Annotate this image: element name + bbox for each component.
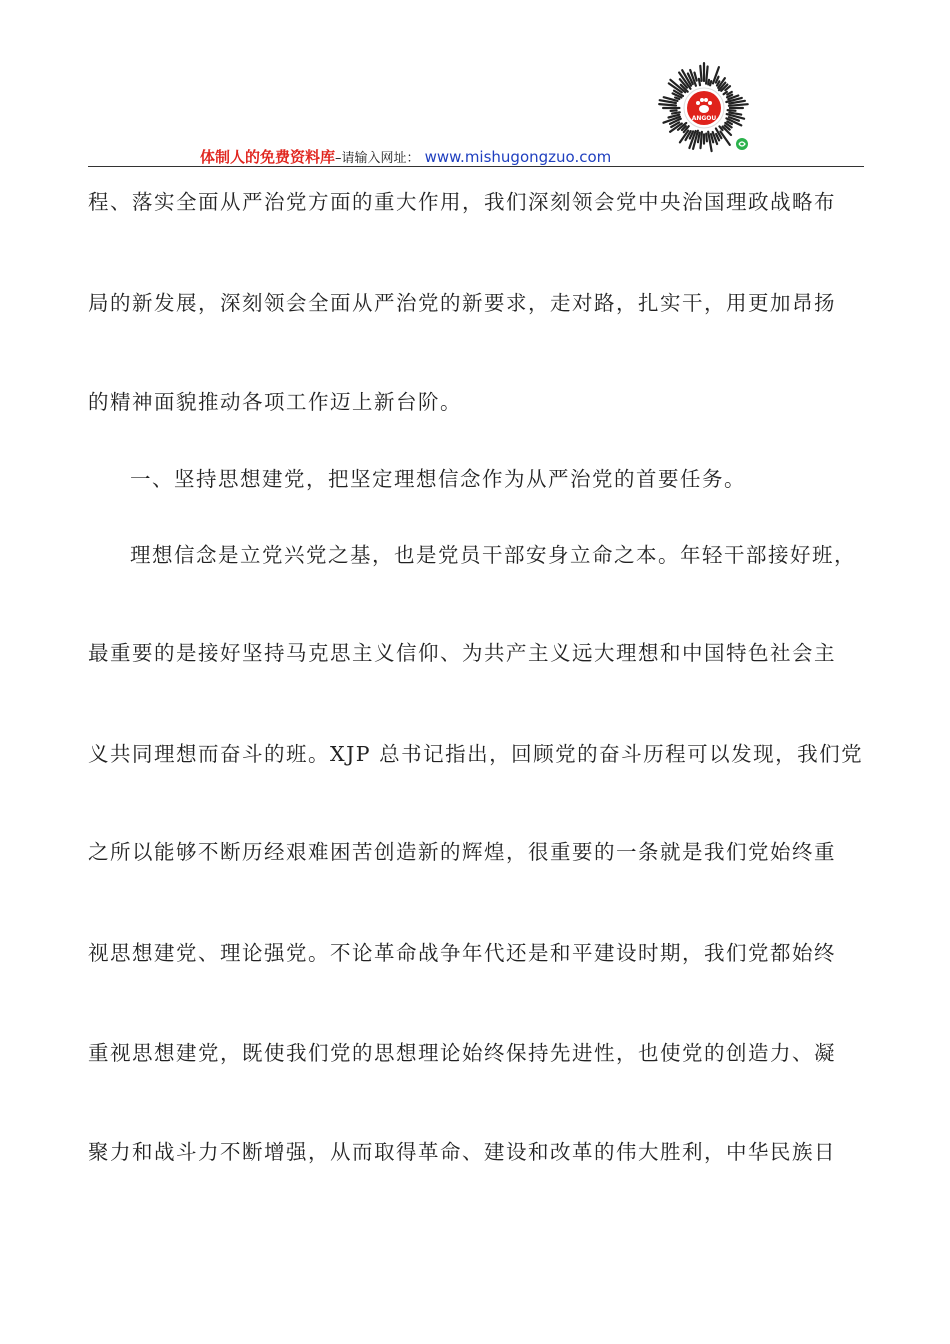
body-text-line: 的精神面貌推动各项工作迈上新台阶。 [88,390,462,414]
site-name: 体制人的免费资料库 [200,148,336,166]
body-text-line: 重视思想建党，既使我们党的思想理论始终保持先进性，也使党的创造力、凝 [88,1041,836,1065]
body-text-line: 局的新发展，深刻领会全面从严治党的新要求，走对路，扎实干，用更加昂扬 [88,291,836,315]
body-text-line: 义共同理想而奋斗的班。XJP 总书记指出，回顾党的奋斗历程可以发现，我们党 [88,742,864,766]
body-text-line: 最重要的是接好坚持马克思主义信仰、为共产主义远大理想和中国特色社会主 [88,641,836,665]
section-heading: 一、坚持思想建党，把坚定理想信念作为从严治党的首要任务。 [130,467,746,491]
url-prompt: –请输入网址： [335,151,420,166]
logo-text: ANGOU [691,115,717,122]
body-text-line: 视思想建党、理论强党。不论革命战争年代还是和平建设时期，我们党都始终 [88,941,836,965]
site-url-link[interactable]: www.mishugongzuo.com [424,148,612,166]
mini-program-badge-icon [736,138,748,150]
page-header [88,60,864,168]
body-text-line: 聚力和战斗力不断增强，从而取得革命、建设和改革的伟大胜利，中华民族日 [88,1140,836,1164]
header-divider [88,166,864,167]
header-banner [200,146,611,167]
body-text-line: 程、落实全面从严治党方面的重大作用，我们深刻领会党中央治国理政战略布 [88,190,836,214]
mini-program-code-icon[interactable] [656,60,752,156]
body-text-line: 理想信念是立党兴党之基，也是党员干部安身立命之本。年轻干部接好班， [130,543,856,567]
body-text-line: 之所以能够不断历经艰难困苦创造新的辉煌，很重要的一条就是我们党始终重 [88,840,836,864]
